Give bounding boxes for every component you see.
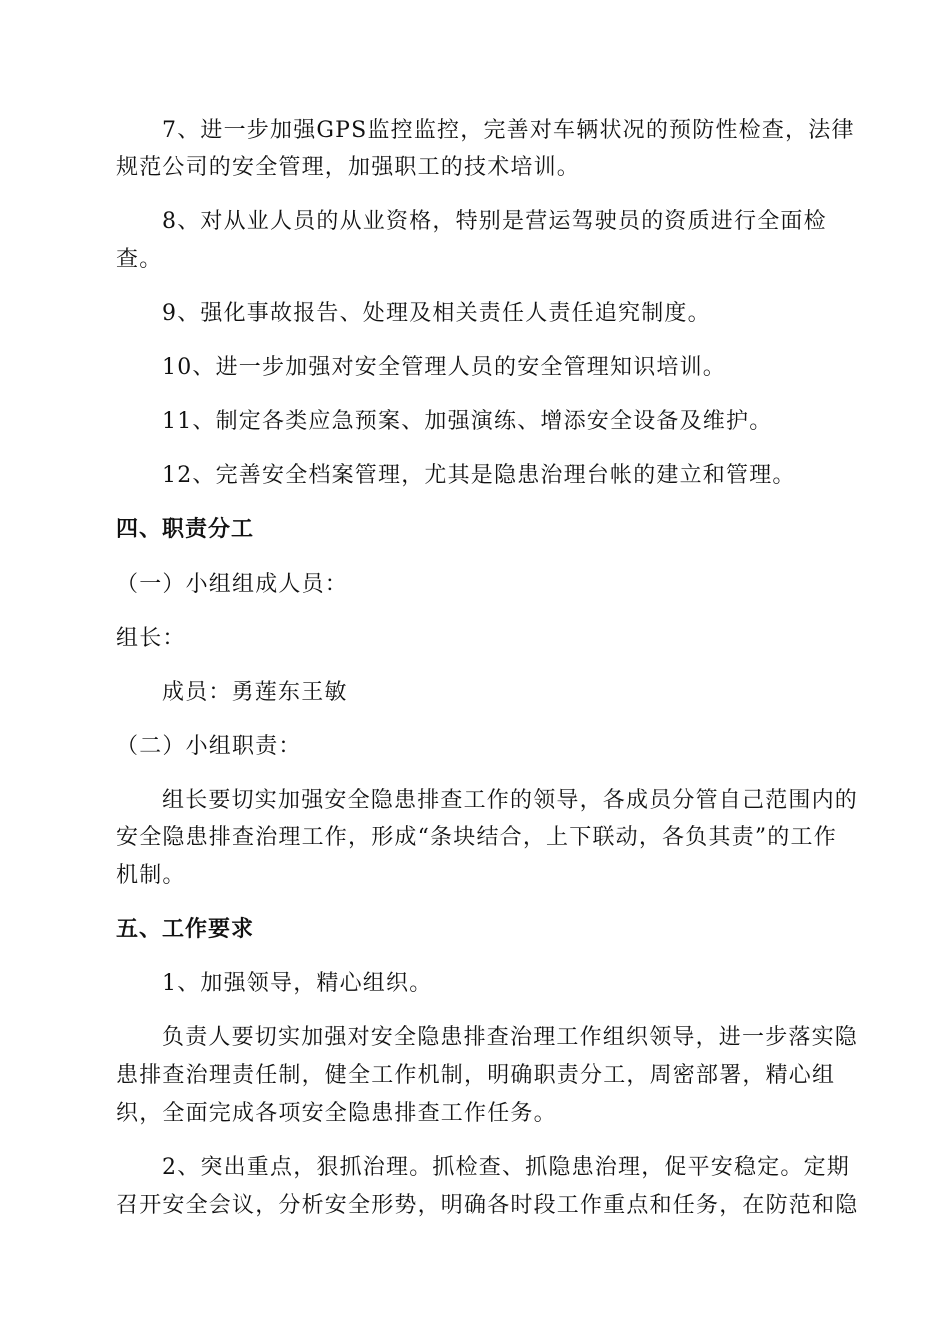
- requirement-2-line-1: 2、突出重点，狠抓治理。抓检查、抓隐患治理，促平安稳定。定期: [162, 1155, 850, 1180]
- requirement-1-line-1: 负责人要切实加强对安全隐患排查治理工作组织领导，进一步落实隐: [162, 1025, 859, 1050]
- leader-line: 组长：: [116, 626, 186, 651]
- members-line: 成员：勇莲东王敏: [162, 680, 348, 705]
- subsection-heading-1: （一）小组组成人员：: [116, 572, 349, 597]
- paragraph-7-line-2: 规范公司的安全管理，加强职工的技术培训。: [116, 155, 581, 180]
- requirement-1-line-3: 织，全面完成各项安全隐患排查工作任务。: [116, 1101, 557, 1126]
- paragraph-12: 12、完善安全档案管理，尤其是隐患治理台帐的建立和管理。: [162, 463, 796, 488]
- requirement-2-line-2: 召开安全会议，分析安全形势，明确各时段工作重点和任务，在防范和隐: [116, 1193, 859, 1218]
- duties-line-3: 机制。: [116, 863, 186, 888]
- duties-line-2: 安全隐患排查治理工作，形成“条块结合，上下联动，各负其责”的工作: [116, 825, 837, 850]
- requirement-1-line-2: 患排查治理责任制，健全工作机制，明确职责分工，周密部署，精心组: [116, 1063, 836, 1088]
- duties-line-1: 组长要切实加强安全隐患排查工作的领导，各成员分管自己范围内的: [162, 788, 859, 813]
- subsection-heading-2: （二）小组职责：: [116, 734, 302, 759]
- paragraph-10: 10、进一步加强对安全管理人员的安全管理知识培训。: [162, 355, 726, 380]
- paragraph-8-line-2: 查。: [116, 247, 163, 272]
- paragraph-11: 11、制定各类应急预案、加强演练、增添安全设备及维护。: [162, 409, 773, 434]
- section-heading-5: 五、工作要求: [116, 917, 255, 942]
- section-heading-4: 四、职责分工: [116, 517, 255, 542]
- requirement-1-title: 1、加强领导，精心组织。: [162, 971, 433, 996]
- paragraph-7-line-1: 7、进一步加强GPS监控监控，完善对车辆状况的预防性检查，法律: [162, 118, 855, 143]
- paragraph-8-line-1: 8、对从业人员的从业资格，特别是营运驾驶员的资质进行全面检: [162, 209, 827, 234]
- paragraph-9: 9、强化事故报告、处理及相关责任人责任追究制度。: [162, 301, 711, 326]
